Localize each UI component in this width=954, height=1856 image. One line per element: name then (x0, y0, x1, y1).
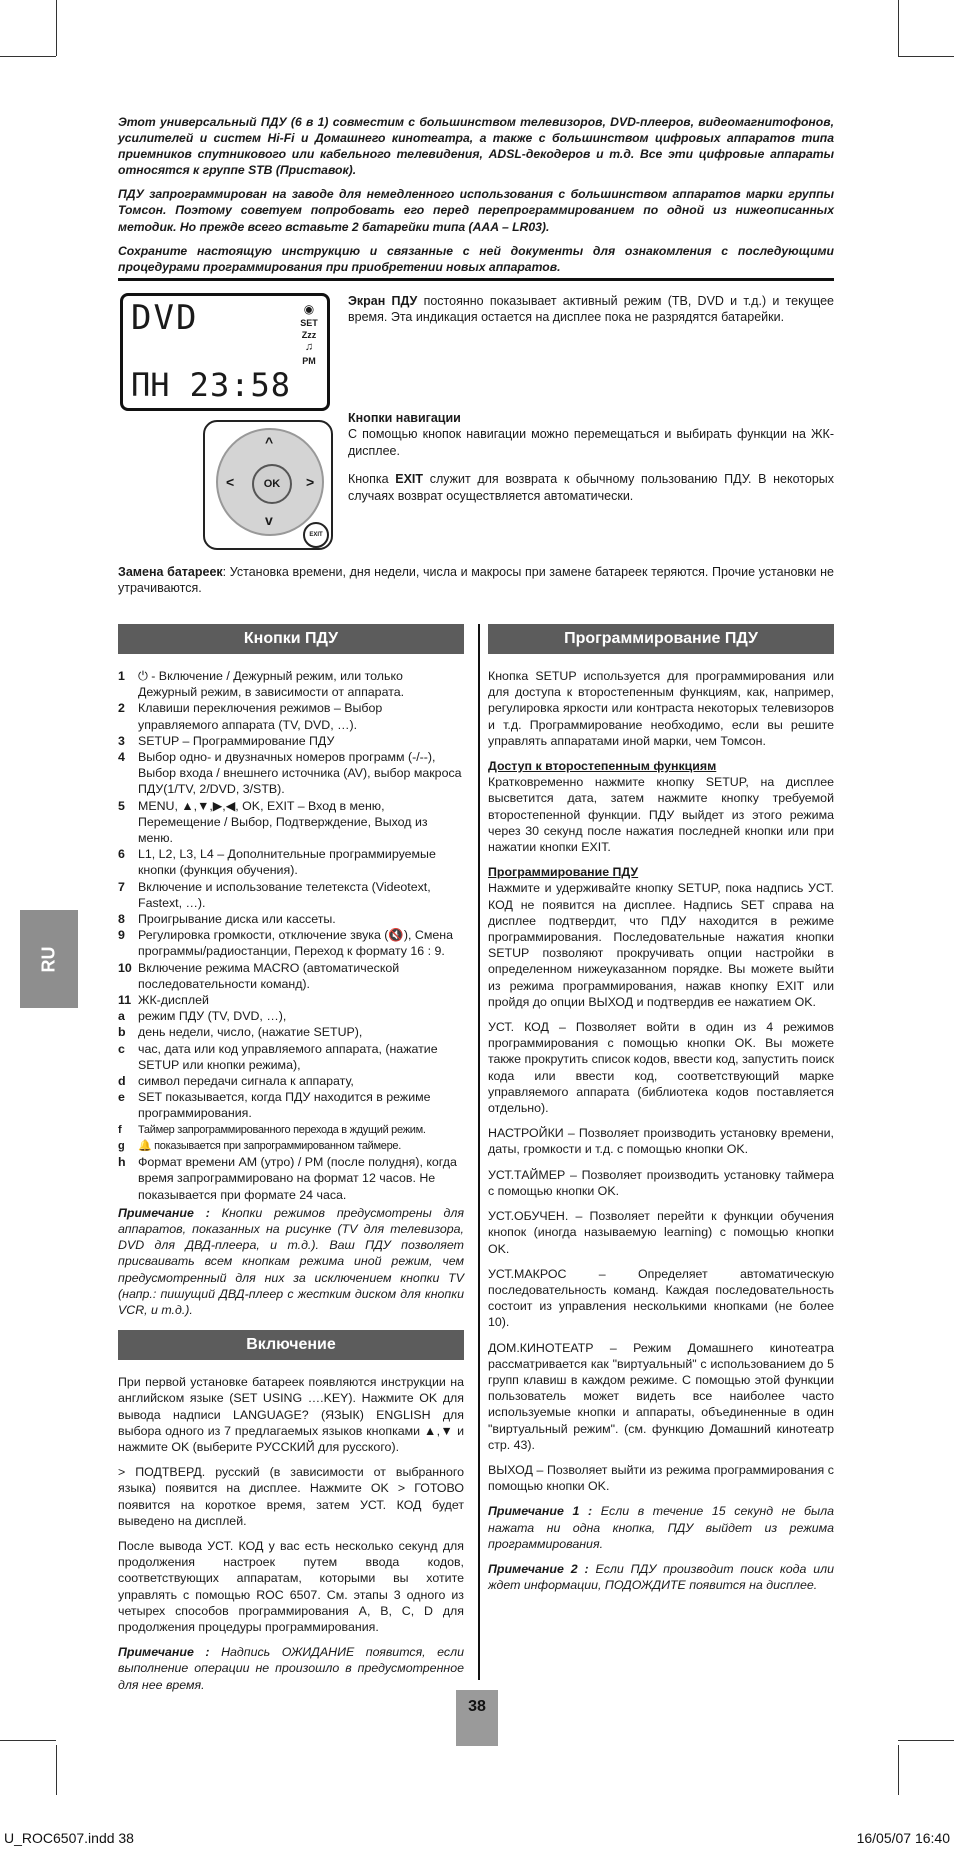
navigation-pad-illustration (203, 420, 333, 550)
programming-subheading: Доступ к второстепенным функциям (488, 759, 717, 774)
list-item-number: 10 (118, 960, 132, 975)
crop-mark (0, 1740, 56, 1741)
column-divider (478, 624, 480, 1680)
lcd-display-illustration (120, 293, 330, 411)
language-tab (20, 910, 78, 1008)
list-item-number: f (118, 1123, 122, 1136)
programming-note2-text: Если ПДУ производит поиск кода или ждет информации, ПОДОЖДИТЕ появится на дисплее. (488, 1561, 834, 1593)
lcd-day-text: ПН (131, 366, 170, 404)
programming-note1-text: Если в течение 15 секунд не была нажата ни одна кнопка, ПДУ выйдет из режима программирования. (488, 1504, 834, 1551)
crop-mark (898, 0, 899, 56)
button-list-item (118, 700, 464, 732)
navigation-ring (216, 428, 324, 536)
list-item-text: Выбор одно- и двузначных номеров программ (-/--), Выбор входа / внешнего источника (AV), выбор макроса ПДУ(1/TV, 2/DVD, 3/STB). (138, 750, 462, 797)
list-item-number: 4 (118, 750, 125, 765)
lcd-set-indicator: SET (300, 318, 318, 328)
crop-mark (898, 1740, 954, 1741)
bell-icon: ♫ (304, 341, 314, 353)
list-item-text: L1, L2, L3, L4 – Дополнительные программируемые кнопки (функция обучения). (138, 847, 436, 878)
exit-desc-key: EXIT (395, 472, 424, 487)
programming-paragraph: Кратковременно нажмите кнопку SETUP, на дисплее высветится дата, затем нажмите кнопку требуемой второстепенной функции. ПДУ выйдет из этого режима через 30 секунд после нажатия последней кнопки или при нажатии кнопки EXIT. (488, 775, 834, 855)
button-list-item (118, 798, 464, 847)
button-list-item (118, 846, 464, 878)
list-item-number: 7 (118, 879, 125, 894)
list-item-text: SET показывается, когда ПДУ находится в режиме программирования. (138, 1090, 431, 1121)
button-list-item (118, 1073, 464, 1089)
button-list-item (118, 1041, 464, 1073)
button-list-item (118, 668, 464, 700)
list-item-number: 2 (118, 701, 125, 716)
power-on-paragraph: > ПОДТВЕРД. русский (в зависимости от выбранного языка) появится на дисплее. Нажмите OK > ГОТОВО появится на короткое время, затем УСТ. КОД будет выведено на дисплей. (118, 1465, 464, 1528)
exit-desc-text: служит для возврата к обычному пользованию ПДУ. В некоторых случаях возврат осуществляется автоматически. (348, 472, 834, 503)
programming-option: УСТ.ОБУЧЕН. – Позволяет перейти к функции обучения кнопок (иногда называемую learning) с помощью кнопки OK. (488, 1209, 834, 1256)
list-item-text: час, дата или код управляемого аппарата, (нажатие SETUP или кнопки режима), (138, 1041, 438, 1072)
lcd-sleep-indicator: Zzz (301, 330, 317, 340)
list-item-number: b (118, 1025, 126, 1040)
list-item-number: 1 (118, 669, 125, 683)
list-item-text: ⏻ - Включение / Дежурный режим, или только Дежурный режим, в зависимости от аппарата. (138, 669, 405, 700)
power-on-note-label: Примечание : (118, 1645, 210, 1660)
button-list-item (118, 879, 464, 911)
lcd-pm-indicator: PM (302, 356, 316, 366)
intro-paragraph: Сохраните настоящую инструкцию и связанные с ней документы для ознакомления с последующими процедурами программирования при приобретении новых аппаратов. (118, 243, 834, 274)
button-list-item (118, 733, 464, 749)
list-item-text: режим ПДУ (TV, DVD, …), (138, 1009, 287, 1024)
list-item-number: 11 (118, 993, 132, 1008)
list-item-text: символ передачи сигнала к аппарату, (138, 1074, 354, 1089)
list-item-number: d (118, 1074, 126, 1089)
screen-description (348, 293, 834, 338)
power-on-note-text: Надпись ОЖИДАНИЕ появится, если выполнение операции не произошло в предусмотренное для нее время. (118, 1645, 464, 1692)
navigation-description (348, 410, 834, 516)
lcd-time-text: 23:58 (189, 366, 291, 404)
crop-mark (0, 56, 56, 57)
slug-left: U_ROC6507.indd 38 (4, 1830, 134, 1846)
exit-button-illustration: EXIT (303, 522, 329, 548)
list-item-text: MENU, ▲,▼,▶,◀, OK, EXIT – Вход в меню, Перемещение / Выбор, Подтверждение, Выход из меню. (138, 798, 428, 846)
programming-note2-label: Примечание 2 : (488, 1561, 589, 1576)
button-list-item (118, 1122, 464, 1138)
arrow-down-icon: v (265, 512, 273, 528)
programming-option: УСТ.МАКРОС – Определяет автоматическую последовательность команд. Каждая последовательность состоит из управления несколькими кнопками (не более 10). (488, 1266, 834, 1330)
nav-desc-text: С помощью кнопок навигации можно перемещаться и выбирать функции на ЖК-дисплее. (348, 427, 834, 458)
buttons-note-text: Кнопки режимов предусмотрены для аппаратов, показанных на рисунке (TV для телевизора, DVD для ДВД-плеера, и т.д.). Ваш ПДУ позволяет присваивать всем кнопкам режима иной режим, чем предусмотренный для них за исключением кнопки TV (напр.: пишущий ДВД-плеер с жестким диском для кнопки VCR, и т.д.). (118, 1205, 464, 1317)
arrow-up-icon: ^ (265, 434, 274, 450)
list-item-number: a (118, 1009, 125, 1024)
nav-desc-title: Кнопки навигации (348, 411, 461, 425)
list-item-number: 3 (118, 733, 125, 748)
list-item-number: g (118, 1139, 125, 1152)
section-rule (118, 278, 834, 281)
button-list-item (118, 992, 464, 1008)
list-item-number: 5 (118, 798, 125, 813)
list-item-number: c (118, 1041, 125, 1056)
right-column (488, 624, 834, 1602)
battery-text: : Установка времени, дня недели, числа и макросы при замене батареек теряются. Прочие установки не утрачиваются. (118, 565, 835, 596)
intro-block (118, 114, 834, 283)
crop-mark (56, 1745, 57, 1795)
button-list-item (118, 1024, 464, 1040)
list-item-text: SETUP – Программирование ПДУ (138, 733, 335, 748)
crop-mark (898, 1745, 899, 1795)
page-number: 38 (456, 1690, 498, 1746)
programming-subheading: Программирование ПДУ (488, 865, 639, 880)
button-list-item (118, 911, 464, 927)
left-column (118, 624, 464, 1702)
signal-icon: ◉ (303, 302, 315, 316)
power-on-paragraph: После вывода УСТ. КОД у вас есть несколько секунд для продолжения настроек путем ввода кодов, соответствующих аппаратам, которыми вы хотите управлять с помощью ROC 6507. См. этапы 3 одного из четырех способов программирования A, B, C, D для продолжения процедуры программирования. (118, 1538, 464, 1634)
list-item-text: день недели, число, (нажатие SETUP), (138, 1025, 363, 1040)
programming-option: ВЫХОД – Позволяет выйти из режима программирования с помощью кнопки OK. (488, 1462, 834, 1494)
button-list-item (118, 1008, 464, 1024)
ok-button-illustration: OK (252, 464, 292, 504)
programming-section-header: Программирование ПДУ (488, 624, 834, 654)
list-item-number: 9 (118, 928, 125, 943)
button-list-item (118, 1089, 464, 1121)
button-list-item (118, 1138, 464, 1154)
battery-title: Замена батареек (118, 565, 223, 579)
list-item-text: 🔔 показывается при запрограммированном таймере. (138, 1139, 401, 1152)
buttons-section-header: Кнопки ПДУ (118, 624, 464, 654)
list-item-text: Таймер запрограммированного перехода в ждущий режим. (138, 1123, 426, 1136)
button-list-item (118, 749, 464, 798)
list-item-number: e (118, 1090, 125, 1105)
programming-option: УСТ.ТАЙМЕР – Позволяет производить установку таймера с помощью кнопки OK. (488, 1167, 834, 1198)
intro-paragraph: Этот универсальный ПДУ (6 в 1) совместим с большинством телевизоров, DVD-плееров, видеомагнитофонов, усилителей и систем Hi-Fi и Домашнего кинотеатра, а также с большинством цифровых аппаратов типа приемников спутникового или кабельного телевидения, ADSL-декодеров и т.д. Все эти цифровые аппараты относятся к группе STB (Приставок). (118, 115, 834, 178)
button-list-item (118, 960, 464, 992)
buttons-list (118, 668, 464, 1203)
list-item-text: Включение режима MACRO (автоматической последовательности команд). (138, 960, 400, 991)
crop-mark (56, 0, 57, 56)
button-list-item (118, 927, 464, 959)
programming-note1-label: Примечание 1 : (488, 1504, 593, 1519)
crop-mark (898, 56, 954, 57)
power-on-paragraph: При первой установке батареек появляются инструкции на английском языке (SET USING ….KEY). Нажмите OK для вывода надписи LANGUAGE? (ЯЗЫК) ENGLISH для выбора одного из 7 предлагаемых языков кнопками ▲,▼ и нажмите OK (выберите РУССКИЙ для русского). (118, 1375, 464, 1454)
buttons-note-label: Примечание : (118, 1205, 210, 1220)
list-item-text: Клавиши переключения режимов – Выбор управляемого аппарата (TV, DVD, …). (138, 701, 383, 732)
list-item-text: ЖК-дисплей (138, 993, 209, 1008)
screen-desc-text: постоянно показывает активный режим (ТВ, DVD и т.д.) и текущее время. Эта индикация остается на дисплее пока не разрядятся батарейки. (348, 294, 834, 325)
lcd-mode-text: DVD (131, 298, 199, 338)
list-item-text: Включение и использование телетекста (Videotext, Fastext, …). (138, 879, 431, 910)
programming-option: УСТ. КОД – Позволяет войти в один из 4 режимов программирования с помощью кнопки OK. Вы можете также прокрутить список кодов, ввести код, запустить поиск кода или ввести код, соответствующий марке управляемого аппарата (библиотека кодов поставляется отдельно). (488, 1020, 834, 1116)
programming-option: НАСТРОЙКИ – Позволяет производить установку времени, даты, громкости и т.д. с помощью кнопки OK. (488, 1126, 834, 1157)
list-item-text: Проигрывание диска или кассеты. (138, 912, 336, 927)
language-tab-label: RU (38, 946, 59, 972)
battery-note (118, 564, 834, 597)
programming-paragraph: Нажмите и удерживайте кнопку SETUP, пока надпись УСТ. КОД не появится на дисплее. Надпись SET справа на дисплее подтвердит, что ПДУ находится в режиме программирования. Последовательные нажатия кнопки SETUP позволяют прокручивать опции настройки в определенном нижеуказанном порядке. Вы можете выйти из режима программирования, нажав кнопку EXIT или пройдя до опции ВЫХОД и подтвердив ее нажатием OK. (488, 881, 834, 1009)
intro-paragraph: ПДУ запрограммирован на заводе для немедленного использования с большинством аппаратов марки группы Томсон. Поэтому советуем попробовать его перед перепрограммированием по одной из нижеописанных методик. Но прежде всего вставьте 2 батарейки типа (AAA – LR03). (118, 187, 834, 234)
programming-option: ДОМ.КИНОТЕАТР – Режим Домашнего кинотеатра рассматривается как "виртуальный" с использованием до 5 групп клавиш в каждом режиме. С помощью этой функции пользователь может видеть все наиболее часто используемые кнопки и аппараты, объединенные в один "виртуальный режим". (см. функцию Домашний кинотеатр стр. 43). (488, 1340, 834, 1452)
arrow-left-icon: < (226, 474, 235, 490)
exit-desc-prefix: Кнопка (348, 472, 396, 487)
power-on-section-header: Включение (118, 1330, 464, 1360)
list-item-number: 6 (118, 847, 125, 862)
list-item-text: Регулировка громкости, отключение звука (🔇), Смена программы/радиостанции, Переход к формату 16 : 9. (138, 928, 453, 959)
slug-right: 16/05/07 16:40 (856, 1830, 950, 1846)
arrow-right-icon: > (306, 474, 315, 490)
list-item-text: Формат времени AM (утро) / PM (после полудня), когда время запрограммировано на формат 12 часов. Не показывается при формате 24 часа. (138, 1155, 457, 1202)
list-item-number: h (118, 1155, 126, 1170)
programming-paragraph: Кнопка SETUP используется для программирования или для доступа к второстепенным функциям, как, например, регулировка яркости или контраста некоторых телевизоров и т.д. Программирование необходимо, если вы решите управлять аппаратами иной марки, чем Томсон. (488, 669, 834, 748)
button-list-item (118, 1154, 464, 1203)
screen-desc-title: Экран ПДУ (348, 294, 418, 308)
list-item-number: 8 (118, 912, 125, 927)
